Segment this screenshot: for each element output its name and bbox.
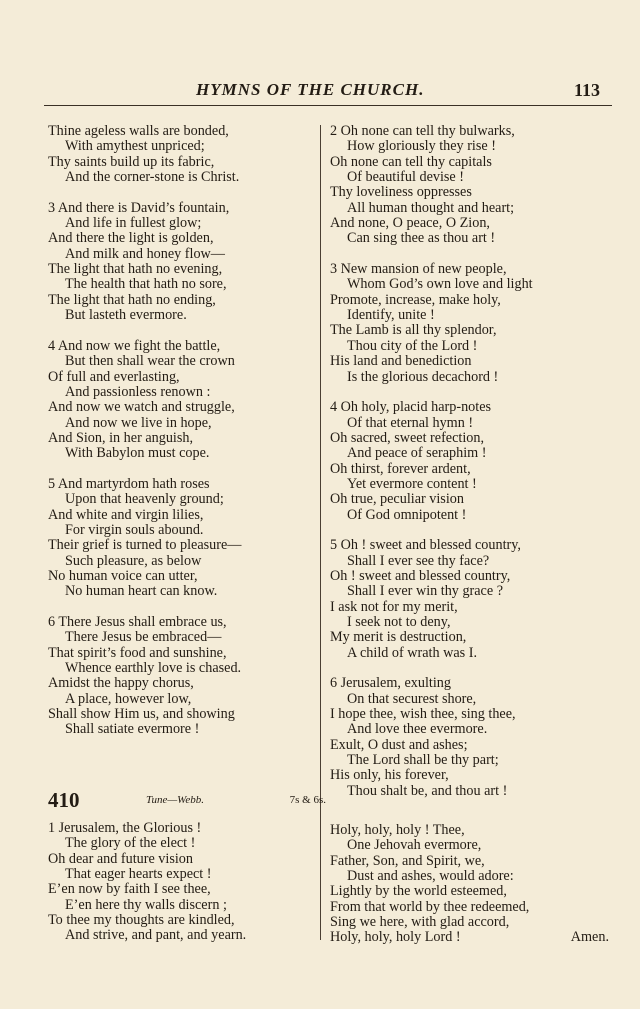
header-rule [44, 105, 612, 106]
left-verse-line: With amythest unpriced; [65, 138, 205, 155]
left-verse-line: Thy saints build up its fabric, [48, 153, 215, 170]
hymn-410-verse-line: 1 Jerusalem, the Glorious ! [48, 820, 202, 836]
doxology-line: Holy, holy, holy Lord ! [330, 929, 461, 946]
left-verse-line: There Jesus be embraced— [65, 629, 222, 646]
hymn-410-heading [48, 788, 326, 814]
left-verse-line: Whence earthly love is chased. [65, 660, 242, 677]
left-verse-line: Such pleasure, as below [65, 552, 202, 569]
left-verse-line: And life in fullest glow; [65, 215, 202, 232]
right-verse-line: His only, his forever, [330, 767, 449, 784]
hymn-number: 410 [48, 788, 80, 812]
stanza-gap [330, 247, 615, 262]
stanza-gap [48, 185, 308, 200]
left-verse-line: With Babylon must cope. [65, 445, 210, 462]
right-verse-line: 3 New mansion of new people, [330, 261, 507, 278]
hymn-410-verse-line: And strive, and pant, and yearn. [65, 927, 247, 944]
hymn-410-verse-line: That eager hearts expect ! [65, 866, 212, 883]
hymn-410-verse-line: To thee my thoughts are kindled, [48, 912, 235, 929]
right-verse-line: Exult, O dust and ashes; [330, 736, 468, 753]
left-verse-line: And there the light is golden, [48, 230, 214, 247]
hymn-410-verse-line: E’en now by faith I see thee, [48, 881, 211, 898]
left-verse-line: 3 And there is David’s fountain, [48, 199, 230, 216]
hymn-tune: Tune—Webb. [146, 794, 204, 806]
doxology-line: Dust and ashes, would adore: [347, 868, 514, 885]
right-verse-line: All human thought and heart; [347, 199, 515, 216]
left-verse-line: That spirit’s food and sunshine, [48, 644, 227, 661]
doxology [330, 823, 615, 946]
left-verse-line: Thine ageless walls are bonded, [48, 123, 229, 139]
left-verse-line: And milk and honey flow— [65, 245, 225, 262]
left-verse-line: Their grief is turned to pleasure— [48, 537, 242, 554]
right-verse-line: Thou shalt be, and thou art ! [347, 782, 508, 799]
left-verse-line: The light that hath no evening, [48, 261, 223, 278]
right-verse-line: 2 Oh none can tell thy bulwarks, [330, 123, 515, 139]
doxology-line: Father, Son, and Spirit, we, [330, 852, 485, 869]
left-verse-line: No human voice can utter, [48, 567, 198, 584]
stanza-gap [330, 385, 615, 400]
right-verse-line: 5 Oh ! sweet and blessed country, [330, 537, 521, 554]
stanza-gap [330, 523, 615, 538]
right-verse-line: And love thee evermore. [347, 721, 488, 738]
right-verse-line: Thou city of the Lord ! [347, 337, 478, 354]
right-verse-line: I seek not to deny, [347, 614, 451, 630]
left-verse-line: The health that hath no sore, [65, 276, 227, 293]
right-verse-line: And peace of seraphim ! [347, 445, 487, 462]
right-verse-line: Shall I ever see thy face? [347, 552, 490, 569]
right-verse-line: On that securest shore, [347, 690, 477, 707]
hymn-410-verse-line: Oh dear and future vision [48, 850, 193, 867]
right-column [330, 124, 615, 799]
stanza-gap [330, 661, 615, 676]
stanza-gap [48, 323, 308, 338]
hymn-410-stanza-1 [48, 821, 308, 944]
right-verse-line: Of beautiful devise ! [347, 169, 465, 186]
right-verse-line: Identify, unite ! [347, 307, 435, 324]
left-verse-line: No human heart can know. [65, 583, 218, 600]
right-verse-line: And none, O peace, O Zion, [330, 215, 490, 232]
right-verse-line: The Lamb is all thy splendor, [330, 322, 497, 339]
right-verse-line: A child of wrath was I. [347, 644, 478, 661]
left-verse-line: And passionless renown : [65, 383, 211, 400]
left-verse-line: And now we live in hope, [65, 414, 212, 431]
doxology-final-row [330, 930, 615, 945]
left-verse-line: But then shall wear the crown [65, 353, 235, 370]
left-verse-line: The light that hath no ending, [48, 291, 216, 308]
left-verse-line: Upon that heavenly ground; [65, 491, 224, 508]
amen: Amen. [570, 929, 609, 946]
doxology-line: From that world by thee redeemed, [330, 898, 530, 915]
right-verse-line: The Lord shall be thy part; [347, 752, 499, 769]
right-verse-line: Oh true, peculiar vision [330, 491, 464, 508]
right-verse-line: 6 Jerusalem, exulting [330, 675, 451, 692]
right-verse-line: Of that eternal hymn ! [347, 414, 474, 431]
right-verse-line: Of God omnipotent ! [347, 506, 467, 523]
left-verse-line: 5 And martyrdom hath roses [48, 475, 210, 492]
left-verse-line: And white and virgin lilies, [48, 506, 204, 523]
left-verse-line: Shall satiate evermore ! [65, 721, 200, 738]
right-verse-line: Oh thirst, forever ardent, [330, 460, 471, 477]
right-verse-line: Oh ! sweet and blessed country, [330, 567, 511, 584]
doxology-line: Holy, holy, holy ! Thee, [330, 822, 465, 838]
left-verse-line: But lasteth evermore. [65, 307, 187, 324]
left-column [48, 124, 308, 738]
doxology-line: One Jehovah evermore, [347, 837, 482, 854]
right-verse-line: Oh none can tell thy capitals [330, 153, 492, 170]
left-verse-line: And now we watch and struggle, [48, 399, 235, 416]
doxology-line: Sing we here, with glad accord, [330, 914, 510, 931]
right-verse-line: 4 Oh holy, placid harp-notes [330, 399, 492, 416]
right-verse-line: Oh sacred, sweet refection, [330, 429, 485, 446]
right-verse-line: How gloriously they rise ! [347, 138, 496, 155]
left-verse-line: Amidst the happy chorus, [48, 675, 194, 692]
left-verse-line: 4 And now we fight the battle, [48, 337, 221, 354]
left-verse-line: And the corner-stone is Christ. [65, 169, 240, 186]
stanza-gap [48, 600, 308, 615]
right-verse-line: I ask not for my merit, [330, 598, 458, 615]
right-verse-line: Can sing thee as thou art ! [347, 230, 496, 247]
right-verse-line: His land and benediction [330, 353, 472, 370]
right-verse-line: My merit is destruction, [330, 629, 467, 646]
right-verse-line: Promote, increase, make holy, [330, 291, 501, 308]
doxology-line: Lightly by the world esteemed, [330, 883, 507, 900]
page-number: 113 [574, 80, 601, 100]
column-divider [320, 125, 321, 940]
hymn-410-verse-line: The glory of the elect ! [65, 835, 196, 852]
right-verse-line: I hope thee, wish thee, sing thee, [330, 706, 516, 723]
right-verse-line: Yet evermore content ! [347, 475, 477, 492]
hymn-410-verse-line: E’en here thy walls discern ; [65, 896, 227, 913]
left-verse-line: 6 There Jesus shall embrace us, [48, 614, 227, 630]
stanza-gap [48, 462, 308, 477]
right-verse-line: Whom God’s own love and light [347, 276, 533, 293]
right-verse-line: Is the glorious decachord ! [347, 368, 499, 385]
left-verse-line: And Sion, in her anguish, [48, 429, 194, 446]
hymn-meter: 7s & 6s. [289, 794, 326, 806]
left-verse-line: Shall show Him us, and showing [48, 706, 235, 723]
running-header-title: HYMNS OF THE CHURCH. [196, 80, 425, 99]
left-verse-line: For virgin souls abound. [65, 521, 204, 538]
right-verse-line: Shall I ever win thy grace ? [347, 583, 504, 600]
left-verse-line: Of full and everlasting, [48, 368, 180, 385]
left-verse-line: A place, however low, [65, 690, 192, 707]
right-verse-line: Thy loveliness oppresses [330, 184, 472, 201]
